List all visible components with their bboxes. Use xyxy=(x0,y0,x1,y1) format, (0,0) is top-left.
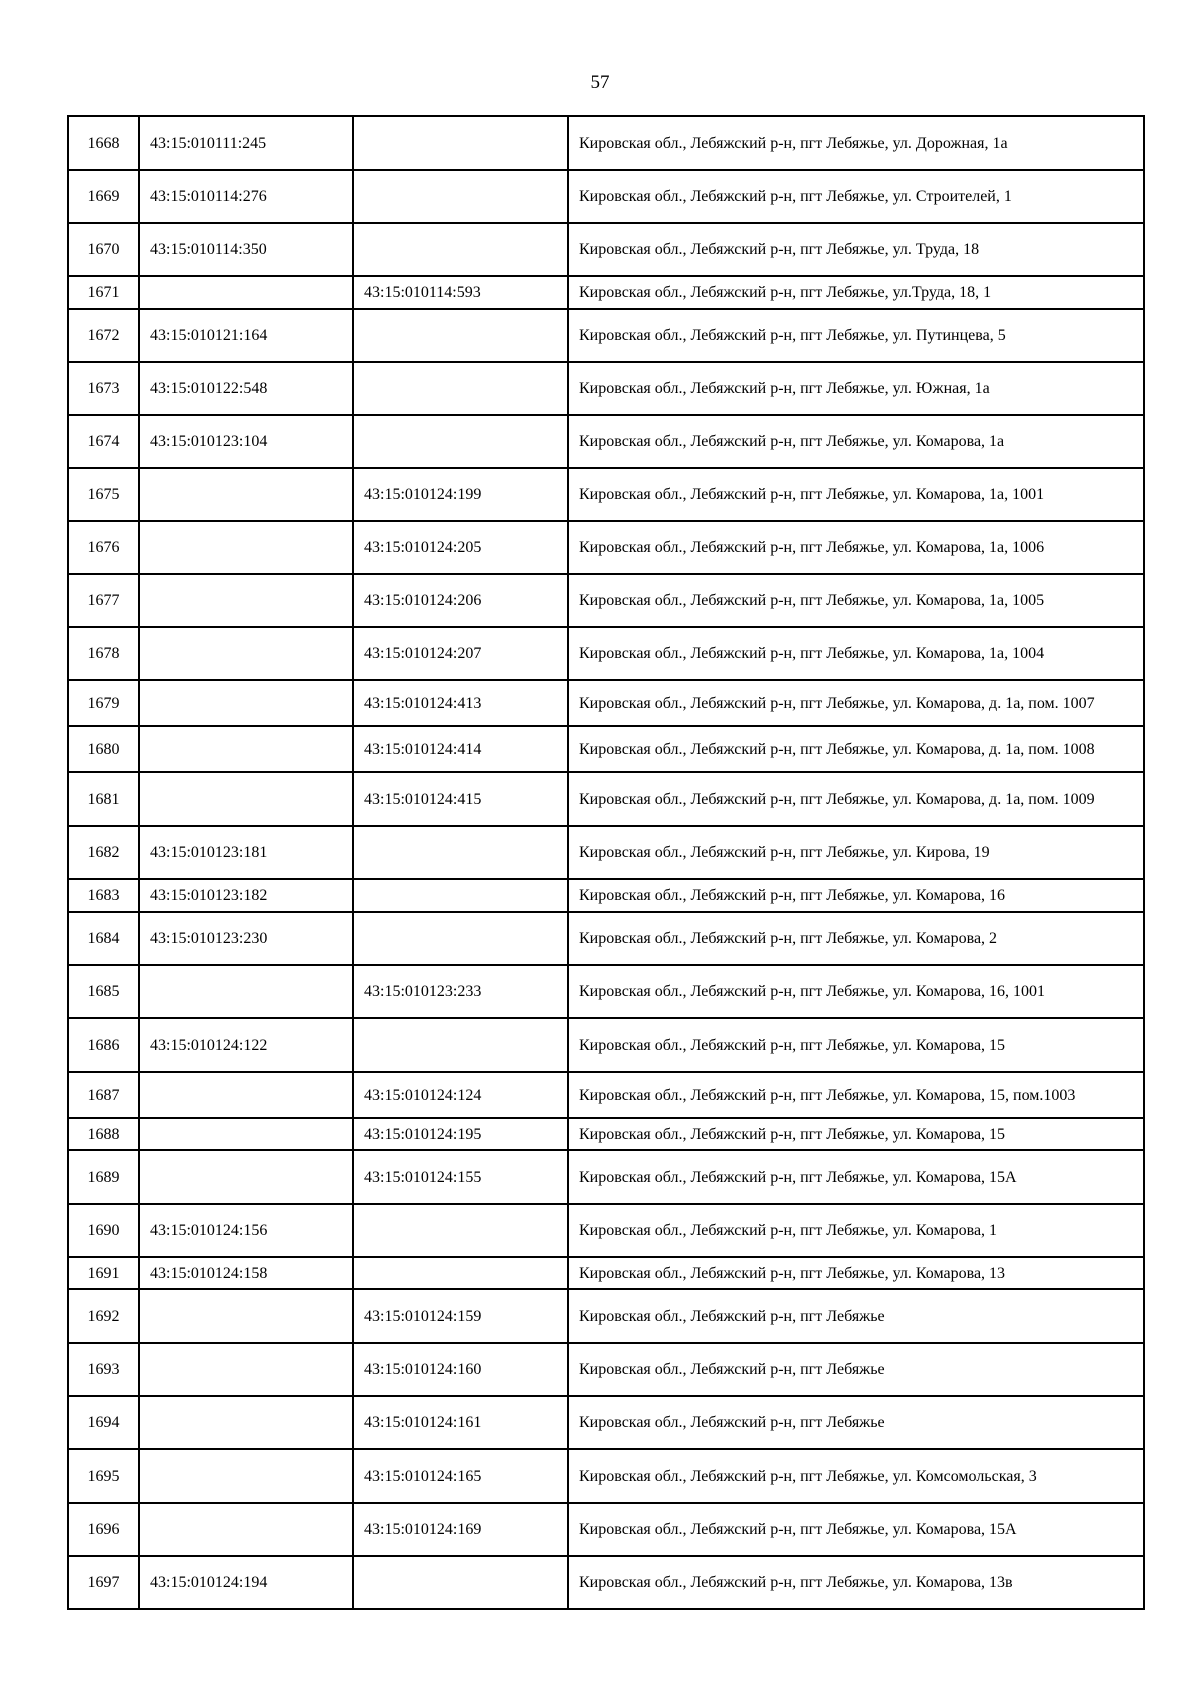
address: Кировская обл., Лебяжский р-н, пгт Лебяжье, ул. Комарова, 15, пом.1003 xyxy=(568,1072,1144,1118)
address: Кировская обл., Лебяжский р-н, пгт Лебяжье, ул. Комсомольская, 3 xyxy=(568,1449,1144,1503)
row-number: 1689 xyxy=(68,1150,139,1204)
cadastral-number xyxy=(139,1118,353,1150)
cadastral-number: 43:15:010124:156 xyxy=(139,1204,353,1257)
row-number: 1683 xyxy=(68,879,139,912)
table-row xyxy=(68,116,1144,170)
address: Кировская обл., Лебяжский р-н, пгт Лебяжье, ул. Кирова, 19 xyxy=(568,826,1144,879)
cadastral-number xyxy=(139,772,353,826)
object-cadastral-number: 43:15:010124:165 xyxy=(353,1449,568,1503)
address: Кировская обл., Лебяжский р-н, пгт Лебяжье, ул. Комарова, 16 xyxy=(568,879,1144,912)
row-number: 1673 xyxy=(68,362,139,415)
row-number: 1695 xyxy=(68,1449,139,1503)
cadastral-number xyxy=(139,574,353,627)
table-row xyxy=(68,772,1144,826)
row-number: 1697 xyxy=(68,1556,139,1609)
table-row xyxy=(68,309,1144,362)
object-cadastral-number xyxy=(353,415,568,468)
table-row xyxy=(68,1343,1144,1396)
row-number: 1682 xyxy=(68,826,139,879)
table-row xyxy=(68,276,1144,309)
address: Кировская обл., Лебяжский р-н, пгт Лебяжье, ул. Путинцева, 5 xyxy=(568,309,1144,362)
table-row xyxy=(68,1396,1144,1449)
cadastral-number xyxy=(139,726,353,772)
row-number: 1671 xyxy=(68,276,139,309)
table-row xyxy=(68,1556,1144,1609)
table-row xyxy=(68,1072,1144,1118)
object-cadastral-number xyxy=(353,912,568,965)
object-cadastral-number xyxy=(353,1556,568,1609)
object-cadastral-number xyxy=(353,1018,568,1072)
cadastral-number: 43:15:010123:230 xyxy=(139,912,353,965)
object-cadastral-number: 43:15:010123:233 xyxy=(353,965,568,1018)
address: Кировская обл., Лебяжский р-н, пгт Лебяжье, ул. Комарова, 1а xyxy=(568,415,1144,468)
row-number: 1681 xyxy=(68,772,139,826)
table-row xyxy=(68,1289,1144,1343)
row-number: 1670 xyxy=(68,223,139,276)
row-number: 1678 xyxy=(68,627,139,680)
row-number: 1669 xyxy=(68,170,139,223)
object-cadastral-number: 43:15:010124:415 xyxy=(353,772,568,826)
object-cadastral-number: 43:15:010124:155 xyxy=(353,1150,568,1204)
row-number: 1685 xyxy=(68,965,139,1018)
address: Кировская обл., Лебяжский р-н, пгт Лебяжье, ул. Комарова, 1 xyxy=(568,1204,1144,1257)
cadastral-number xyxy=(139,627,353,680)
object-cadastral-number: 43:15:010124:199 xyxy=(353,468,568,521)
object-cadastral-number: 43:15:010124:159 xyxy=(353,1289,568,1343)
table-row xyxy=(68,415,1144,468)
cadastral-number: 43:15:010124:158 xyxy=(139,1257,353,1289)
row-number: 1691 xyxy=(68,1257,139,1289)
address: Кировская обл., Лебяжский р-н, пгт Лебяжье, ул. Комарова, 15А xyxy=(568,1503,1144,1556)
object-cadastral-number xyxy=(353,362,568,415)
cadastral-number: 43:15:010123:181 xyxy=(139,826,353,879)
address: Кировская обл., Лебяжский р-н, пгт Лебяжье, ул. Комарова, 15 xyxy=(568,1118,1144,1150)
table-row xyxy=(68,1118,1144,1150)
cadastral-number xyxy=(139,680,353,726)
address: Кировская обл., Лебяжский р-н, пгт Лебяжье, ул. Комарова, 13в xyxy=(568,1556,1144,1609)
table-row xyxy=(68,521,1144,574)
table-row xyxy=(68,680,1144,726)
object-cadastral-number: 43:15:010124:207 xyxy=(353,627,568,680)
table-row xyxy=(68,965,1144,1018)
object-cadastral-number: 43:15:010124:205 xyxy=(353,521,568,574)
cadastral-number: 43:15:010114:276 xyxy=(139,170,353,223)
cadastral-number xyxy=(139,1150,353,1204)
address: Кировская обл., Лебяжский р-н, пгт Лебяжье, ул. Комарова, 15 xyxy=(568,1018,1144,1072)
cadastral-number: 43:15:010124:194 xyxy=(139,1556,353,1609)
row-number: 1684 xyxy=(68,912,139,965)
row-number: 1672 xyxy=(68,309,139,362)
object-cadastral-number xyxy=(353,826,568,879)
page-number: 57 xyxy=(590,72,610,93)
row-number: 1679 xyxy=(68,680,139,726)
address: Кировская обл., Лебяжский р-н, пгт Лебяжье, ул. Комарова, д. 1а, пом. 1008 xyxy=(568,726,1144,772)
cadastral-number: 43:15:010124:122 xyxy=(139,1018,353,1072)
row-number: 1690 xyxy=(68,1204,139,1257)
cadastral-number xyxy=(139,1072,353,1118)
object-cadastral-number xyxy=(353,879,568,912)
cadastral-number: 43:15:010123:104 xyxy=(139,415,353,468)
table-row xyxy=(68,1204,1144,1257)
object-cadastral-number xyxy=(353,223,568,276)
table-row xyxy=(68,879,1144,912)
table-row xyxy=(68,912,1144,965)
cadastral-number xyxy=(139,1503,353,1556)
row-number: 1668 xyxy=(68,116,139,170)
address: Кировская обл., Лебяжский р-н, пгт Лебяжье xyxy=(568,1343,1144,1396)
row-number: 1692 xyxy=(68,1289,139,1343)
table-row xyxy=(68,574,1144,627)
address: Кировская обл., Лебяжский р-н, пгт Лебяжье xyxy=(568,1289,1144,1343)
table-row xyxy=(68,826,1144,879)
cadastral-number: 43:15:010114:350 xyxy=(139,223,353,276)
table-row xyxy=(68,726,1144,772)
cadastral-number xyxy=(139,1449,353,1503)
object-cadastral-number xyxy=(353,1204,568,1257)
cadastral-number xyxy=(139,965,353,1018)
registry-table xyxy=(67,115,1145,1610)
object-cadastral-number: 43:15:010124:414 xyxy=(353,726,568,772)
object-cadastral-number: 43:15:010124:161 xyxy=(353,1396,568,1449)
address: Кировская обл., Лебяжский р-н, пгт Лебяжье, ул. Комарова, 1а, 1004 xyxy=(568,627,1144,680)
object-cadastral-number xyxy=(353,1257,568,1289)
address: Кировская обл., Лебяжский р-н, пгт Лебяжье, ул. Комарова, 1а, 1006 xyxy=(568,521,1144,574)
object-cadastral-number: 43:15:010124:195 xyxy=(353,1118,568,1150)
table-row xyxy=(68,170,1144,223)
address: Кировская обл., Лебяжский р-н, пгт Лебяжье, ул. Комарова, 16, 1001 xyxy=(568,965,1144,1018)
cadastral-number: 43:15:010123:182 xyxy=(139,879,353,912)
address: Кировская обл., Лебяжский р-н, пгт Лебяжье, ул. Комарова, 13 xyxy=(568,1257,1144,1289)
table-row xyxy=(68,468,1144,521)
row-number: 1686 xyxy=(68,1018,139,1072)
table-row xyxy=(68,1018,1144,1072)
object-cadastral-number xyxy=(353,309,568,362)
object-cadastral-number: 43:15:010124:413 xyxy=(353,680,568,726)
cadastral-number: 43:15:010121:164 xyxy=(139,309,353,362)
address: Кировская обл., Лебяжский р-н, пгт Лебяжье, ул. Комарова, д. 1а, пом. 1009 xyxy=(568,772,1144,826)
table-row xyxy=(68,1503,1144,1556)
object-cadastral-number xyxy=(353,116,568,170)
cadastral-number xyxy=(139,521,353,574)
row-number: 1687 xyxy=(68,1072,139,1118)
cadastral-number xyxy=(139,1289,353,1343)
address: Кировская обл., Лебяжский р-н, пгт Лебяжье, ул. Труда, 18 xyxy=(568,223,1144,276)
row-number: 1688 xyxy=(68,1118,139,1150)
address: Кировская обл., Лебяжский р-н, пгт Лебяжье, ул. Комарова, 1а, 1005 xyxy=(568,574,1144,627)
table-row xyxy=(68,1150,1144,1204)
table-row xyxy=(68,1257,1144,1289)
row-number: 1693 xyxy=(68,1343,139,1396)
object-cadastral-number: 43:15:010124:124 xyxy=(353,1072,568,1118)
object-cadastral-number: 43:15:010124:206 xyxy=(353,574,568,627)
row-number: 1675 xyxy=(68,468,139,521)
cadastral-number: 43:15:010122:548 xyxy=(139,362,353,415)
table-row xyxy=(68,362,1144,415)
table-row xyxy=(68,627,1144,680)
object-cadastral-number: 43:15:010124:169 xyxy=(353,1503,568,1556)
address: Кировская обл., Лебяжский р-н, пгт Лебяжье, ул. Дорожная, 1а xyxy=(568,116,1144,170)
address: Кировская обл., Лебяжский р-н, пгт Лебяжье, ул. Строителей, 1 xyxy=(568,170,1144,223)
address: Кировская обл., Лебяжский р-н, пгт Лебяжье, ул. Комарова, 2 xyxy=(568,912,1144,965)
address: Кировская обл., Лебяжский р-н, пгт Лебяжье, ул. Южная, 1а xyxy=(568,362,1144,415)
table-row xyxy=(68,223,1144,276)
address: Кировская обл., Лебяжский р-н, пгт Лебяжье, ул. Комарова, 15А xyxy=(568,1150,1144,1204)
cadastral-number xyxy=(139,468,353,521)
cadastral-number xyxy=(139,1396,353,1449)
row-number: 1674 xyxy=(68,415,139,468)
address: Кировская обл., Лебяжский р-н, пгт Лебяжье, ул. Комарова, 1а, 1001 xyxy=(568,468,1144,521)
cadastral-number xyxy=(139,1343,353,1396)
row-number: 1680 xyxy=(68,726,139,772)
address: Кировская обл., Лебяжский р-н, пгт Лебяжье xyxy=(568,1396,1144,1449)
object-cadastral-number: 43:15:010114:593 xyxy=(353,276,568,309)
object-cadastral-number xyxy=(353,170,568,223)
object-cadastral-number: 43:15:010124:160 xyxy=(353,1343,568,1396)
row-number: 1676 xyxy=(68,521,139,574)
address: Кировская обл., Лебяжский р-н, пгт Лебяжье, ул. Комарова, д. 1а, пом. 1007 xyxy=(568,680,1144,726)
cadastral-number: 43:15:010111:245 xyxy=(139,116,353,170)
table-row xyxy=(68,1449,1144,1503)
cadastral-number xyxy=(139,276,353,309)
registry-table-body xyxy=(68,116,1144,1609)
row-number: 1694 xyxy=(68,1396,139,1449)
row-number: 1677 xyxy=(68,574,139,627)
row-number: 1696 xyxy=(68,1503,139,1556)
address: Кировская обл., Лебяжский р-н, пгт Лебяжье, ул.Труда, 18, 1 xyxy=(568,276,1144,309)
